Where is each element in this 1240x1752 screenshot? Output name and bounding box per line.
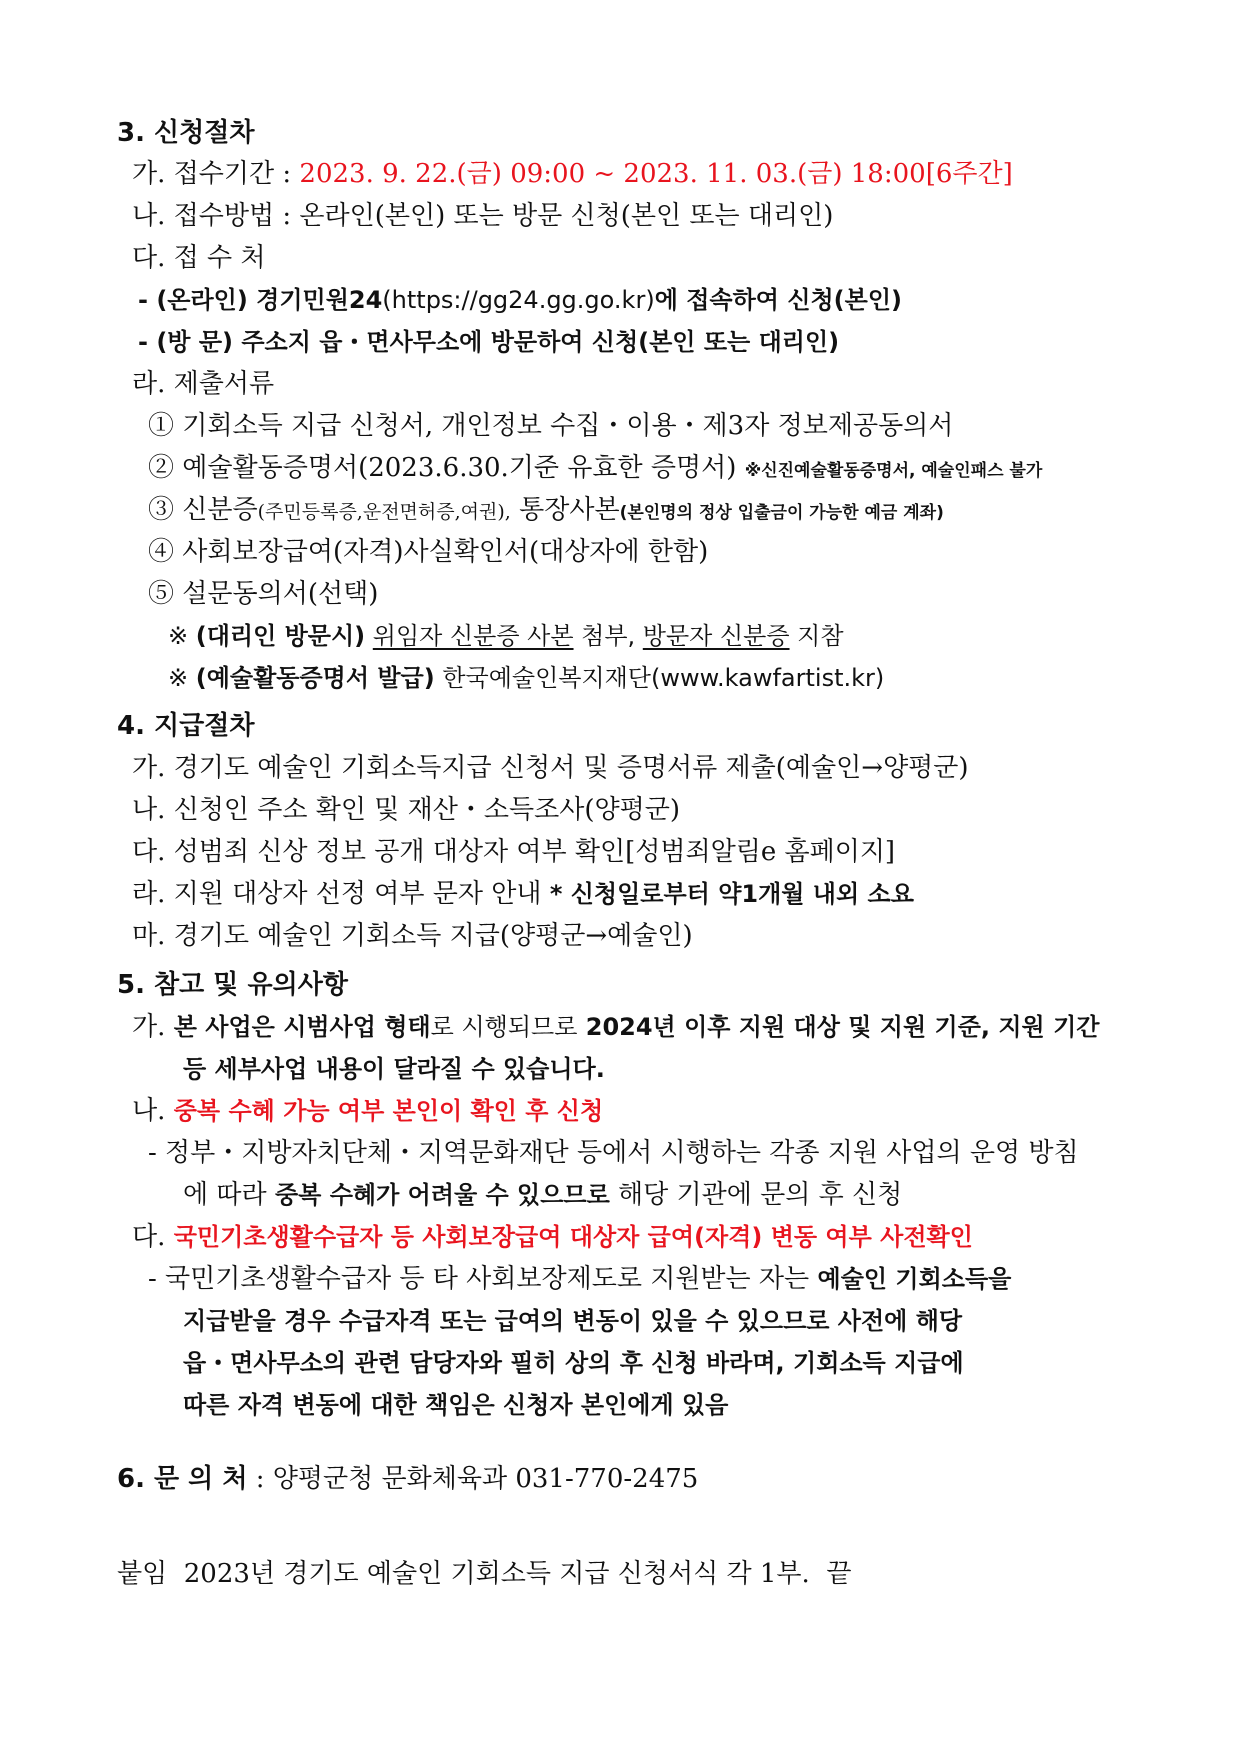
- s5-ga-normal: 로 시행되므로: [430, 1013, 578, 1041]
- s5-item-ga: [132, 1010, 1099, 1044]
- s5-na-sub2-a: 에 따라: [183, 1180, 267, 1210]
- s5-na-sub-2: [183, 1178, 902, 1212]
- s3-note-proxy-u1: 위임자 신분증 사본: [372, 622, 574, 650]
- s3-visit: - (방 문) 주소지 읍・면사무소에 방문하여 신청(본인 또는 대리인): [138, 328, 840, 356]
- s5-na-sub-1: - 정부・지방자치단체・지역문화재단 등에서 시행하는 각종 지원 사업의 운영 방침: [148, 1138, 1079, 1168]
- s3-note-cert: [168, 661, 884, 695]
- s3-ga-period: 2023. 9. 22.(금) 09:00 ~ 2023. 11. 03.(금) 18:00[6주간]: [299, 159, 1013, 189]
- s5-da-label: 다.: [132, 1222, 166, 1252]
- s5-na-sub2-bold: 중복 수혜가 어려울 수 있으므로: [266, 1181, 610, 1209]
- s5-ga-line2: 등 세부사업 내용이 달라질 수 있습니다.: [183, 1055, 605, 1083]
- s3-doc-1: ① 기회소득 지급 신청서, 개인정보 수집・이용・제3자 정보제공동의서: [148, 411, 954, 441]
- section-4-title: 4. 지급절차: [117, 711, 255, 741]
- s3-item-na: 나. 접수방법 : 온라인(본인) 또는 방문 신청(본인 또는 대리인): [132, 201, 834, 231]
- s5-da-sub1-a: - 국민기초생활수급자 등 타 사회보장제도로 지원받는 자는: [148, 1264, 810, 1294]
- s3-online-suffix: 에 접속하여 신청(본인): [654, 286, 902, 314]
- s3-doc-2-text: ② 예술활동증명서(2023.6.30.기준 유효한 증명서): [148, 453, 737, 483]
- section-5-title: 5. 참고 및 유의사항: [117, 970, 348, 1000]
- s4-item-da: 다. 성범죄 신상 정보 공개 대상자 여부 확인[성범죄알림e 홈페이지]: [132, 837, 896, 867]
- s5-da-sub-1: [148, 1262, 1011, 1296]
- s3-online-url: (https://gg24.gg.go.kr): [382, 286, 655, 314]
- s3-note-proxy-u2: 방문자 신분증: [642, 622, 790, 650]
- s5-da-sub-3: 읍・면사무소의 관련 담당자와 필히 상의 후 신청 바라며, 기회소득 지급에: [183, 1349, 964, 1377]
- s3-item-ga: [132, 157, 1013, 191]
- s5-da-sub-4: 따른 자격 변동에 대한 책임은 신청자 본인에게 있음: [183, 1391, 729, 1419]
- s5-na-red: 중복 수혜 가능 여부 본인이 확인 후 신청: [165, 1097, 604, 1125]
- s3-note-proxy-end: 지참: [789, 622, 844, 650]
- s3-doc-3-small: (주민등록증,운전면허증,여권),: [257, 501, 511, 523]
- s3-note-cert-bold: (예술활동증명서 발급): [195, 664, 435, 692]
- s3-online: [138, 283, 902, 317]
- section-3-title: 3. 신청절차: [117, 118, 255, 148]
- s3-ga-label: 가. 접수기간 :: [132, 159, 292, 189]
- s3-doc-4: ④ 사회보장급여(자격)사실확인서(대상자에 한함): [148, 537, 709, 567]
- s3-item-ra: 라. 제출서류: [132, 369, 275, 399]
- s3-note-cert-text: 한국예술인복지재단(www.kawfartist.kr): [434, 664, 885, 692]
- s5-da-sub-2: 지급받을 경우 수급자격 또는 급여의 변동이 있을 수 있으므로 사전에 해당: [183, 1307, 963, 1335]
- s3-note-proxy-bold: (대리인 방문시): [195, 622, 366, 650]
- s5-ga-label: 가.: [132, 1012, 166, 1042]
- s5-na-sub2-b: 해당 기관에 문의 후 신청: [609, 1180, 903, 1210]
- s3-doc-3: [148, 493, 944, 530]
- s3-doc-3-bold: (본인명의 정상 입출금이 가능한 예금 계좌): [619, 503, 944, 523]
- s3-doc-5: ⑤ 설문동의서(선택): [148, 579, 379, 609]
- s3-note-proxy-mark: ※: [168, 622, 189, 650]
- s3-note-proxy: [168, 619, 844, 653]
- s4-item-ga: 가. 경기도 예술인 기회소득지급 신청서 및 증명서류 제출(예술인→양평군): [132, 753, 969, 783]
- s4-ra-text: 라. 지원 대상자 선정 여부 문자 안내: [132, 879, 542, 909]
- s5-da-red: 국민기초생활수급자 등 사회보장급여 대상자 급여(자격) 변동 여부 사전확인: [165, 1223, 973, 1251]
- section-6-contact: : 양평군청 문화체육과 031-770-2475: [247, 1464, 699, 1494]
- s3-note-proxy-mid: 첨부,: [573, 622, 643, 650]
- s5-na-label: 나.: [132, 1096, 166, 1126]
- section-6-title: 6. 문 의 처: [117, 1464, 248, 1494]
- s3-online-prefix: - (온라인) 경기민원24: [138, 286, 383, 314]
- s3-doc-2: [148, 451, 1042, 488]
- s3-item-da: 다. 접 수 처: [132, 243, 266, 273]
- s4-ra-bold: * 신청일로부터 약1개월 내외 소요: [541, 880, 914, 908]
- s5-item-da: [132, 1220, 973, 1254]
- s4-item-na: 나. 신청인 주소 확인 및 재산・소득조사(양평군): [132, 795, 680, 825]
- s5-ga-bold1: 본 사업은 시범사업 형태: [165, 1013, 431, 1041]
- s3-doc-3-b: 통장사본: [510, 495, 620, 525]
- s5-da-sub1-bold: 예술인 기회소득을: [809, 1265, 1012, 1293]
- s4-item-ra: [132, 877, 914, 911]
- attachment-line: 붙임 2023년 경기도 예술인 기회소득 지급 신청서식 각 1부. 끝: [117, 1559, 852, 1589]
- s5-ga-bold2: 2024년 이후 지원 대상 및 지원 기준, 지원 기간: [577, 1013, 1100, 1041]
- section-6: [117, 1462, 698, 1496]
- s3-doc-3-a: ③ 신분증: [148, 495, 258, 525]
- s5-item-na: [132, 1094, 603, 1128]
- s4-item-ma: 마. 경기도 예술인 기회소득 지급(양평군→예술인): [132, 921, 693, 951]
- s3-doc-2-note: ※신진예술활동증명서, 예술인패스 불가: [744, 461, 1043, 481]
- s3-note-cert-mark: ※: [168, 664, 189, 692]
